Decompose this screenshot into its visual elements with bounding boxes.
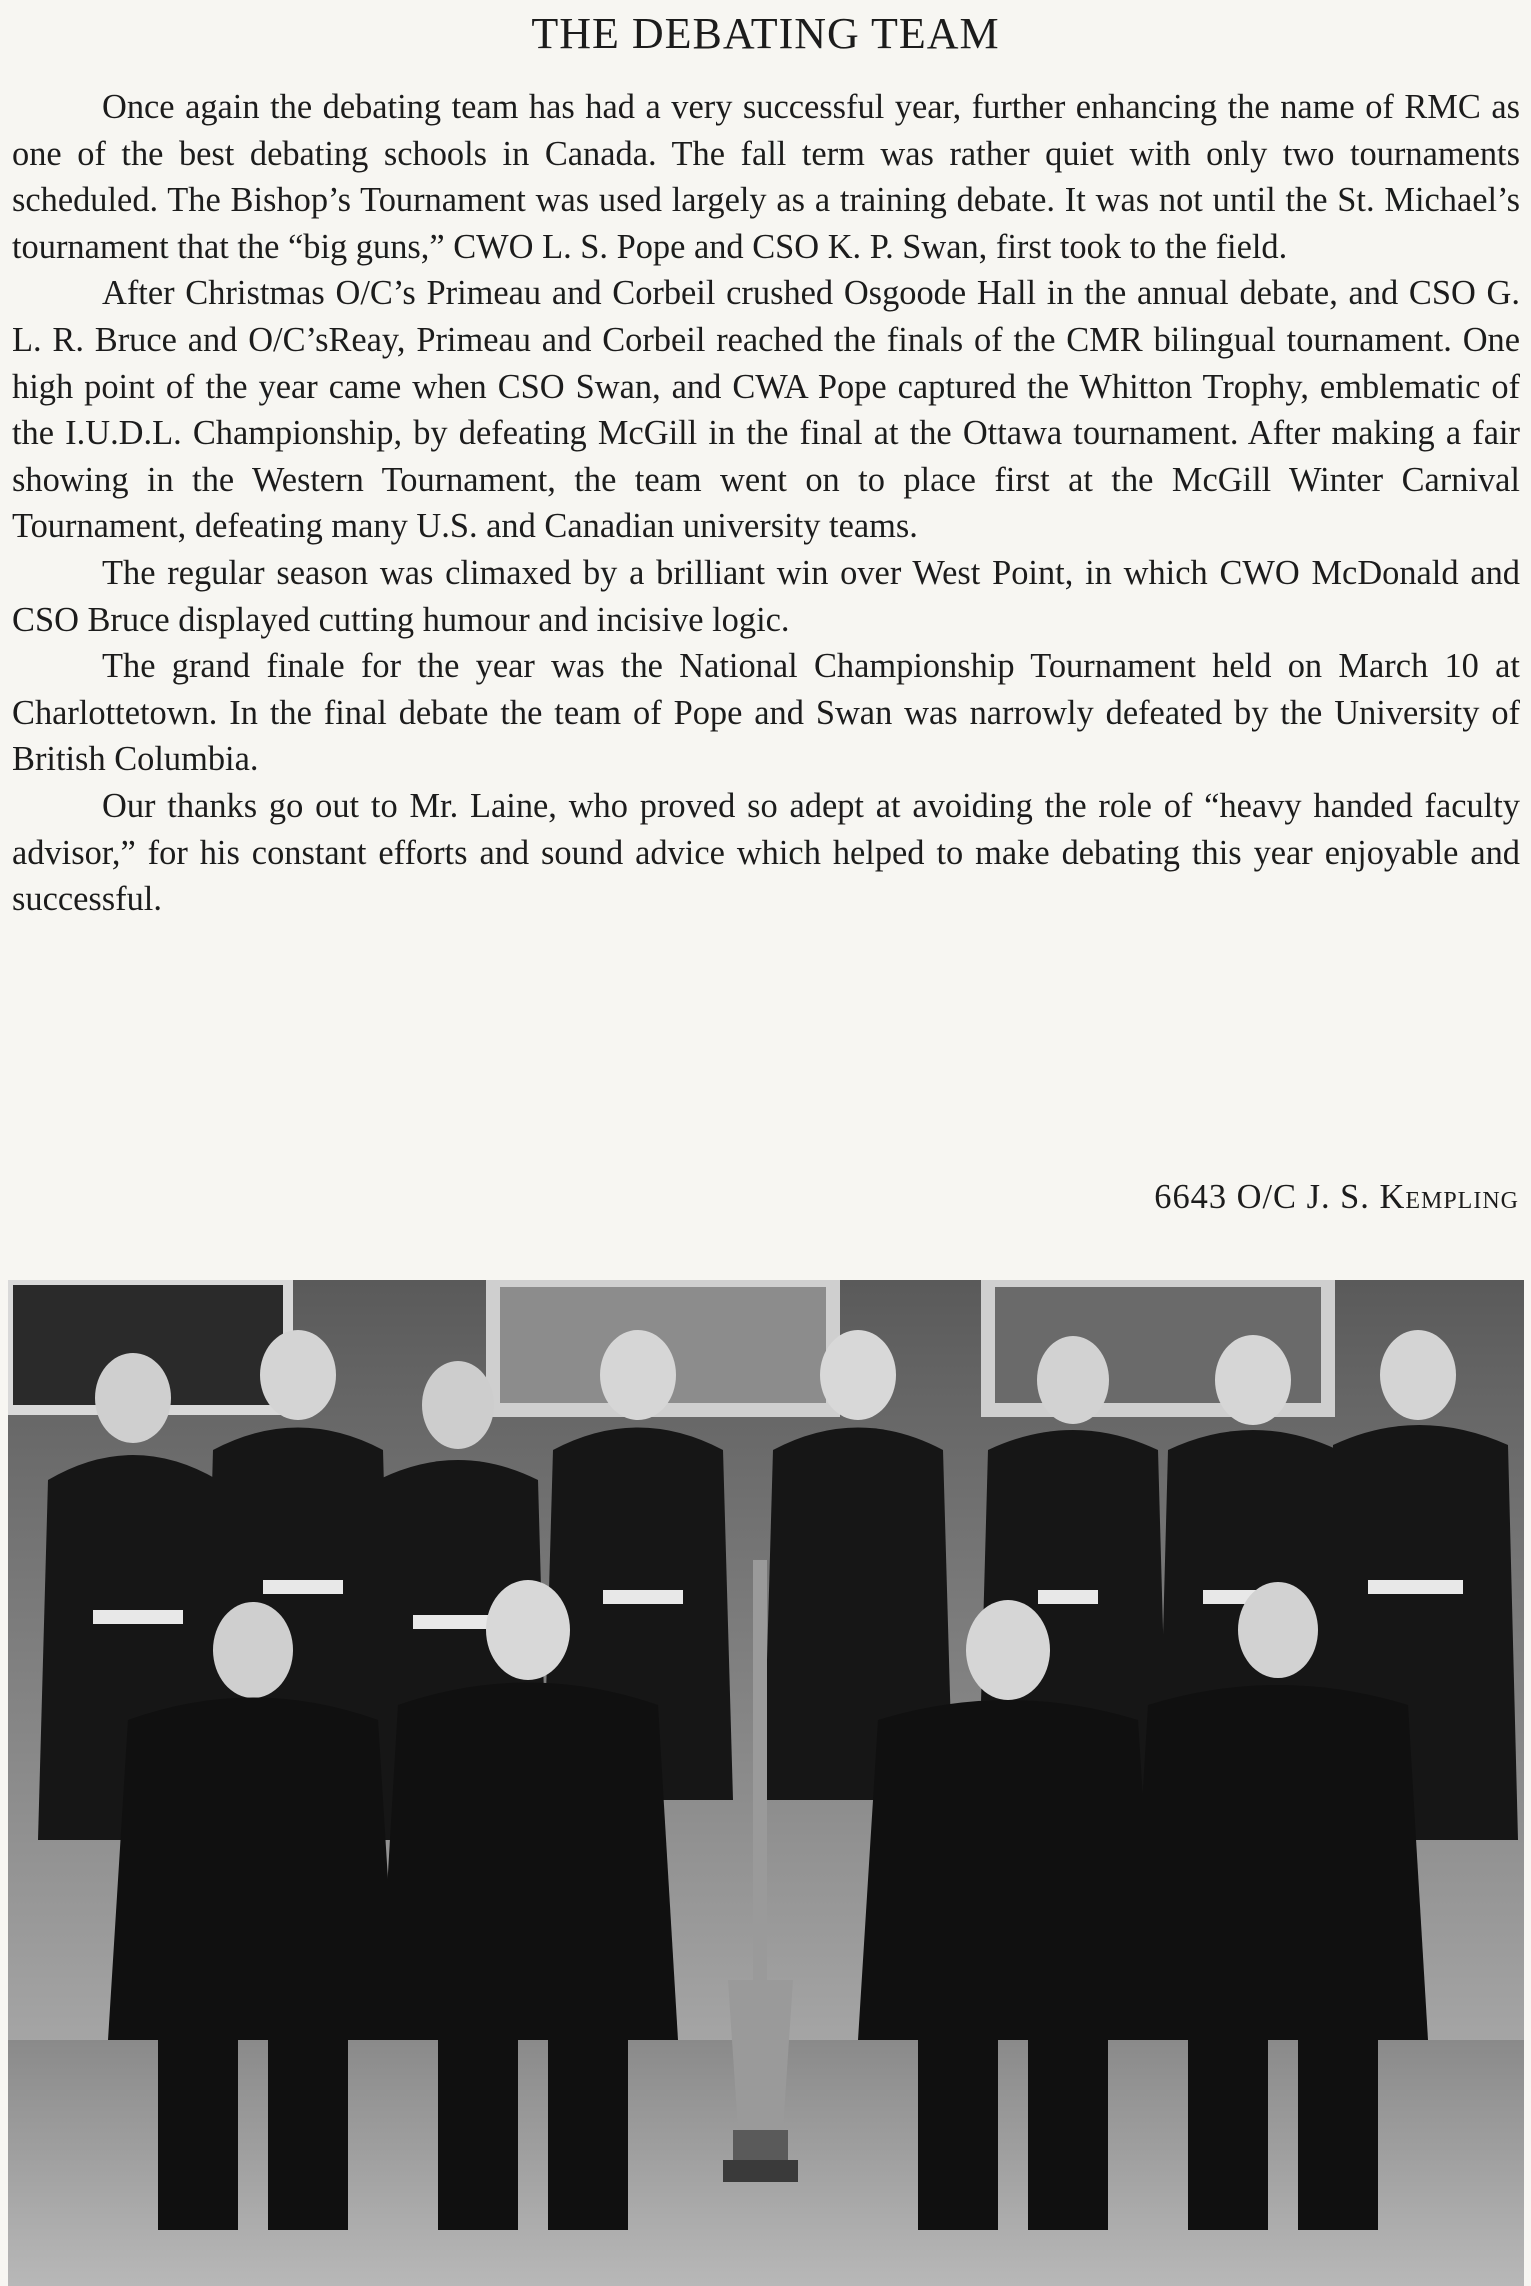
paragraph: The regular season was climaxed by a brilliant win over West Point, in which CWO McDonald and CSO Bruce displayed cutting humour and incisive logic. — [12, 553, 1520, 639]
author-surname: Kempling — [1379, 1178, 1519, 1216]
team-photo — [8, 1280, 1524, 2286]
paragraph: After Christmas O/C’s Primeau and Corbeil crushed Osgoode Hall in the annual debate, and CSO G. L. R. Bruce and O/C’sReay, Primeau and Corbeil reached the finals of the CMR bilingual tournament. One high point of the year came when CSO Swan, and CWA Pope captured the Whitton Trophy, emblematic of the I.U.D.L. Championship, by defeating McGill in the final at the Ottawa tournament. After making a fair showing in the Western Tournament, the team went on to place first at the McGill Winter Carnival Tournament, defeating many U.S. and Canadian university teams. — [12, 274, 1520, 546]
paragraph: Our thanks go out to Mr. Laine, who proved so adept at avoiding the role of “heavy handed faculty advisor,” for his constant efforts and sound advice which helped to make debating this year enjoyable and successful. — [12, 786, 1520, 919]
author-signature — [1154, 1178, 1519, 1217]
article-title: THE DEBATING TEAM — [531, 9, 1000, 58]
paragraph: The grand finale for the year was the National Championship Tournament held on March 10 at Charlottetown. In the final debate the team of Pope and Swan was narrowly defeated by the University of British Columbia. — [12, 647, 1520, 779]
article-body — [12, 84, 1520, 923]
paragraph: Once again the debating team has had a very successful year, further enhancing the name of RMC as one of the best debating schools in Canada. The fall term was rather quiet with only two tournaments scheduled. The Bishop’s Tournament was used largely as a training debate. It was not until the St. Michael’s tournament that the “big guns,” CWO L. S. Pope and CSO K. P. Swan, first took to the field. — [12, 88, 1520, 266]
author-prefix: 6643 O/C J. S. — [1154, 1178, 1370, 1216]
